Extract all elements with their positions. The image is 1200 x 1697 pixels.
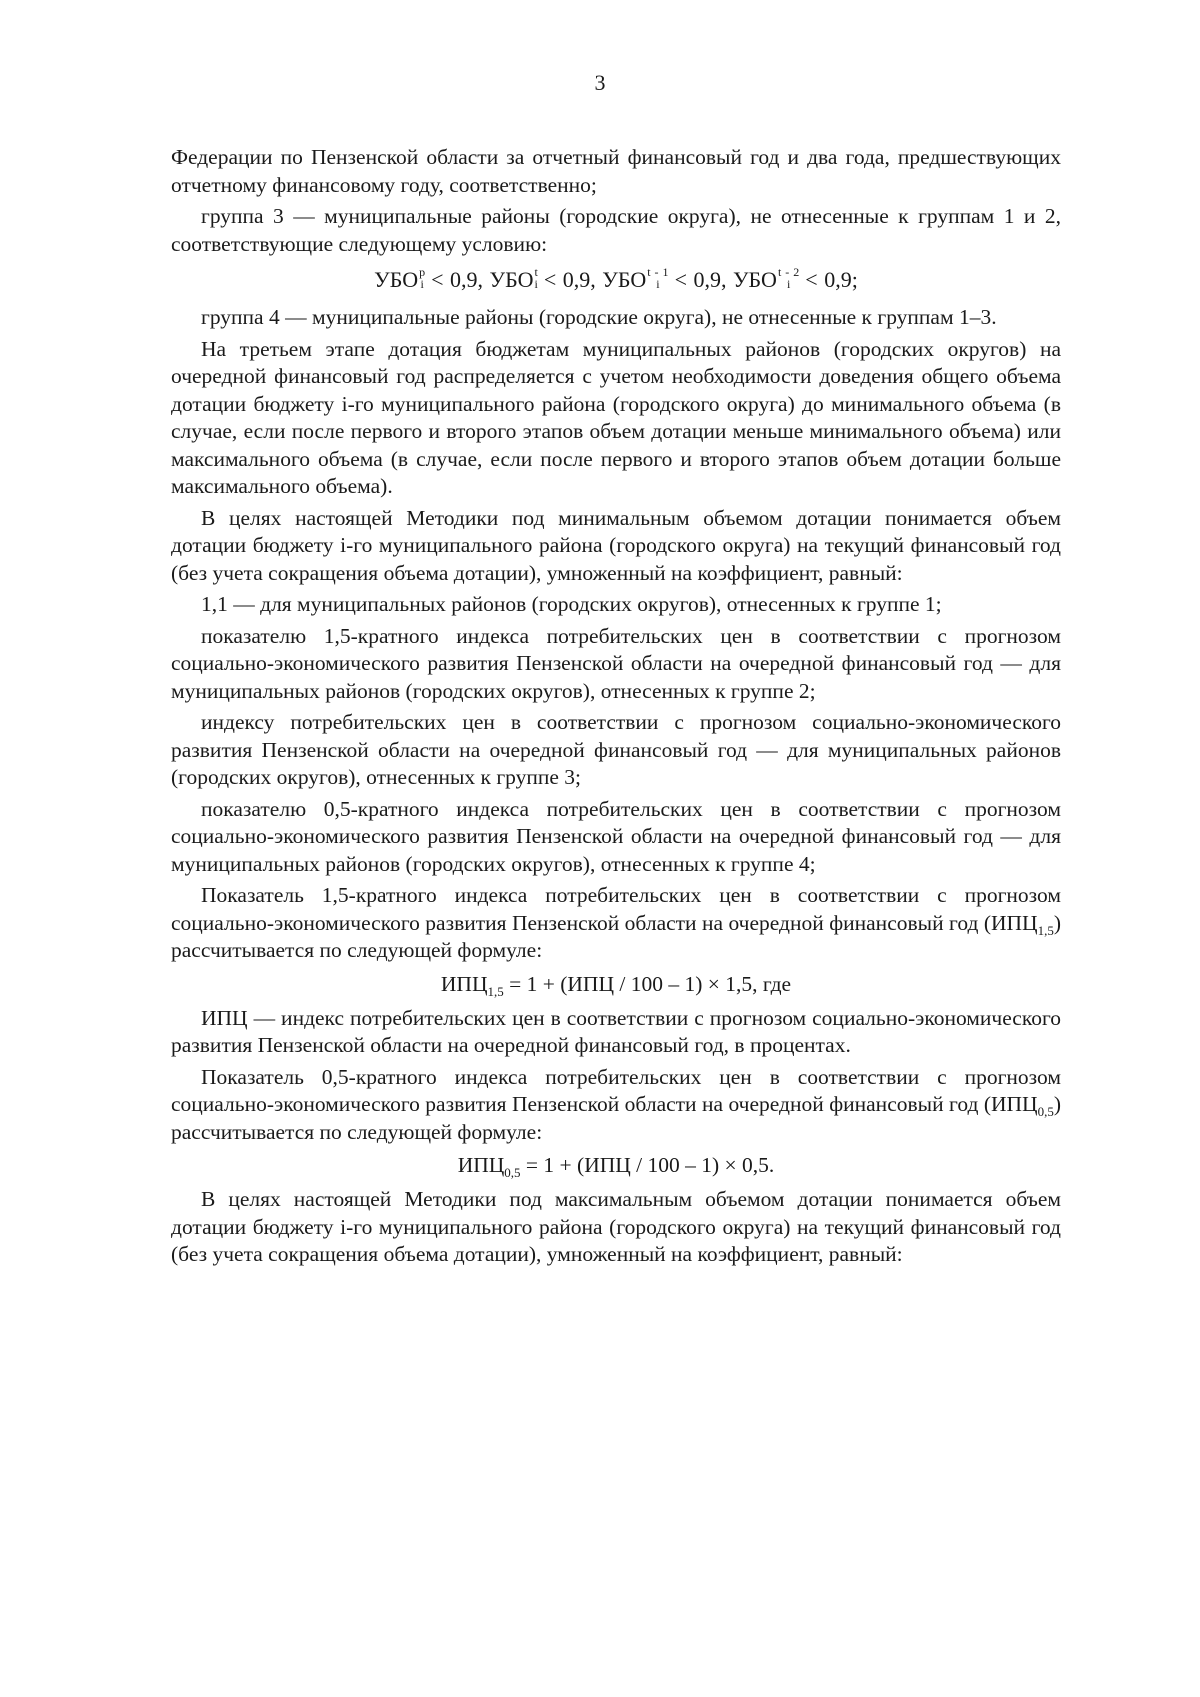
- paragraph: В целях настоящей Методики под максимальным объемом дотации понимается объем дотации бюджету i-го муниципального района (городского округа) на текущий финансовый год (без учета сокращения объема дотации), умноженный на коэффициент, равный:: [171, 1187, 1061, 1266]
- formula-term: УБО t i: [489, 264, 538, 292]
- paragraph: На третьем этапе дотация бюджетам муниципальных районов (городских округов) на очередной финансовый год распределяется с учетом необходимости доведения общего объема дотации бюджету i-го муниципального района (городского округа) до минимального объема (в случае, если после первого и второго этапов объем дотации меньше минимального объема) или максимального объема (в случае, если после первого и второго этапов объем дотации больше максимального объема).: [171, 336, 1061, 498]
- paragraph: группа 3 — муниципальные районы (городские округа), не отнесенные к группам 1 и 2, соответствующие следующему условию:: [171, 204, 1061, 256]
- paragraph: показателю 1,5-кратного индекса потребительских цен в соответствии с прогнозом социально-экономического развития Пензенской области на очередной финансовый год — для муниципальных районов (городских округов), отнесенных к группе 2;: [171, 623, 1061, 703]
- formula-group-3-condition: УБО p i < 0,9, УБО t i < 0,9, УБО t - 1 i < 0,9, УБО t - 2 i < 0,9;: [374, 264, 858, 292]
- formula-term: УБО p i: [374, 264, 426, 292]
- paragraph: Показатель 1,5-кратного индекса потребительских цен в соответствии с прогнозом социально-экономического развития Пензенской области на очередной финансовый год $(ИПЦ_{1,5})$ рассчитывается по следующей формуле:: [171, 883, 1061, 962]
- formula-term: УБО t - 2 i: [732, 264, 800, 292]
- paragraph: Показатель 0,5-кратного индекса потребительских цен в соответствии с прогнозом социально-экономического развития Пензенской области на очередной финансовый год $(ИПЦ_{0,5})$ рассчитывается по следующей формуле:: [171, 1064, 1061, 1144]
- paragraph: индексу потребительских цен в соответствии с прогнозом социально-экономического развития Пензенской области на очередной финансовый год — для муниципальных районов (городских округов), отнесенных к группе 3;: [171, 710, 1061, 789]
- paragraph: ИПЦ — индекс потребительских цен в соответствии с прогнозом социально-экономического развития Пензенской области на очередной финансовый год, в процентах.: [171, 1005, 1061, 1057]
- paragraph: группа 4 — муниципальные районы (городские округа), не отнесенные к группам 1–3.: [201, 305, 997, 329]
- paragraph: В целях настоящей Методики под минимальным объемом дотации понимается объем дотации бюджету i-го муниципального района (городского округа) на текущий финансовый год (без учета сокращения объема дотации), умноженный на коэффициент, равный:: [171, 505, 1061, 585]
- paragraph: 1,1 — для муниципальных районов (городских округов), отнесенных к группе 1;: [201, 592, 942, 616]
- formula-ipc-1-5: $ИПЦ_{1,5} = 1 + (ИПЦ / 100 - 1) \times 1,5$, где: [440, 971, 792, 999]
- paragraph: Федерации по Пензенской области за отчетный финансовый год и два года, предшествующих отчетному финансовому году, соответственно;: [171, 145, 1061, 197]
- formula-term: УБО t - 1 i: [602, 264, 669, 292]
- document-body: [171, 144, 1061, 1273]
- formula-ipc-0-5: $ИПЦ_{0,5} = 1 + (ИПЦ / 100 - 1) \times 0,5$.: [457, 1153, 775, 1180]
- paragraph: показателю 0,5-кратного индекса потребительских цен в соответствии с прогнозом социально-экономического развития Пензенской области на очередной финансовый год — для муниципальных районов (городских округов), отнесенных к группе 4;: [171, 796, 1061, 876]
- page-number: 3: [594, 70, 606, 95]
